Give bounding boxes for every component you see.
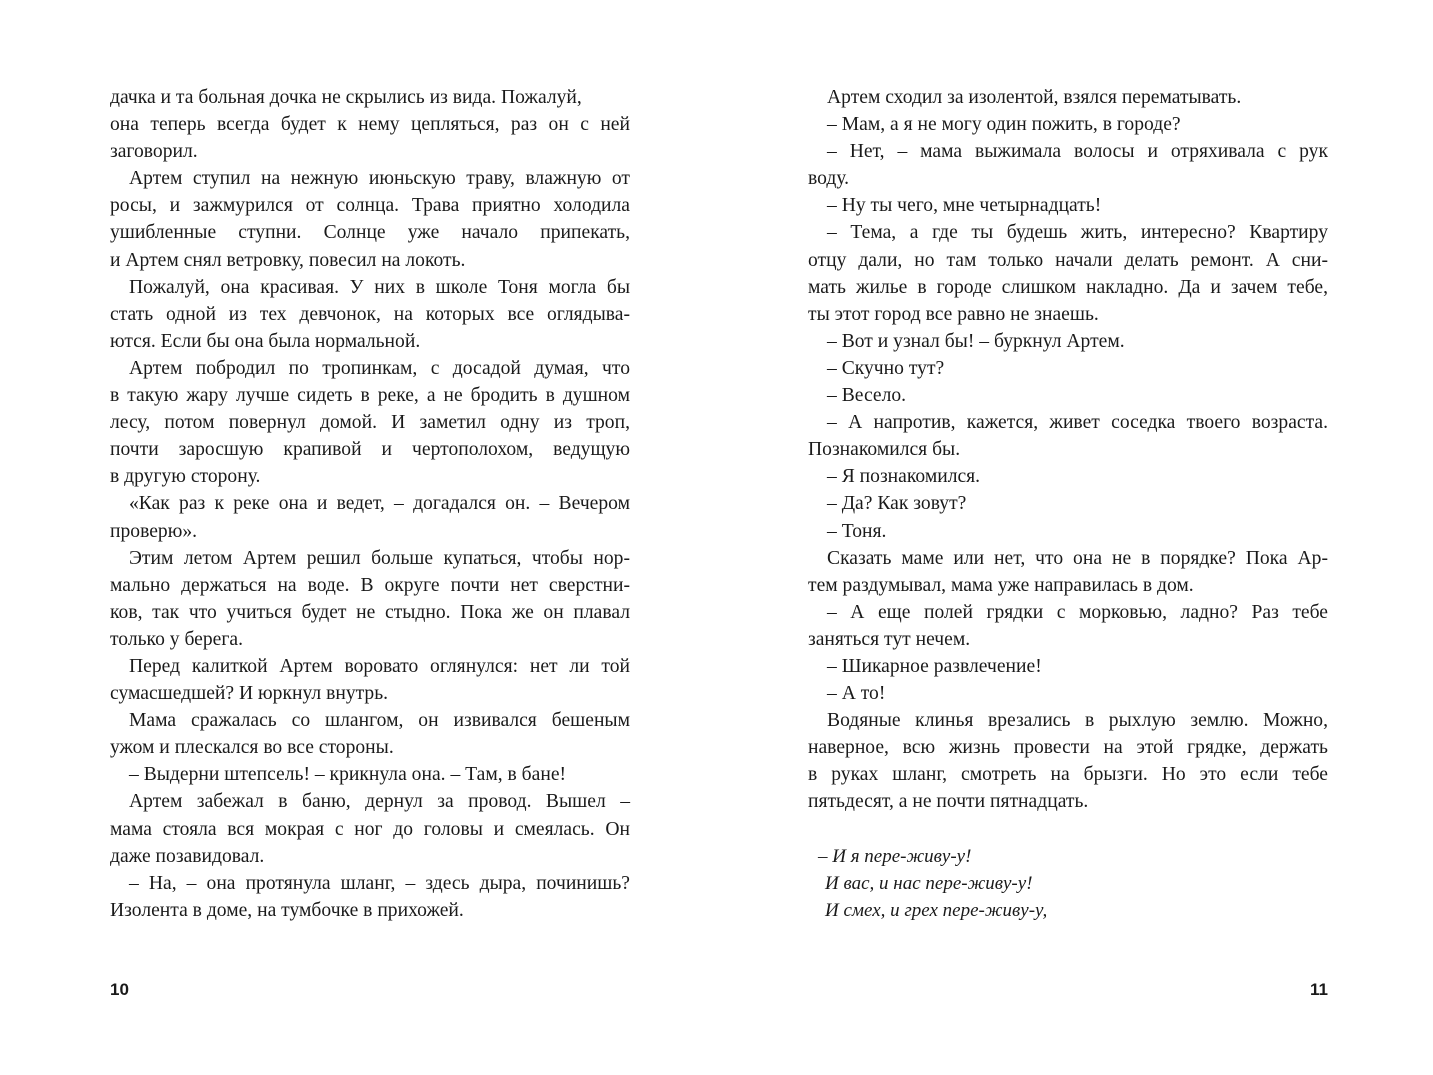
text-line: лесу, потом повернул домой. И заметил одну из троп, <box>110 412 630 434</box>
text-line: росы, и зажмурился от солнца. Трава приятно холодила <box>110 195 630 217</box>
text-line: – Выдерни штепсель! – крикнула она. – Там, в бане! <box>129 764 567 786</box>
text-line: она теперь всегда будет к нему цепляться, раз он с ней <box>110 114 630 136</box>
page-number-right: 11 <box>1310 980 1328 999</box>
text-line: проверю». <box>110 520 198 542</box>
text-line: заговорил. <box>110 141 198 163</box>
text-line: мама стояла вся мокрая с ног до головы и смеялась. Он <box>110 818 630 840</box>
text-line: только у берега. <box>110 628 244 650</box>
text-line: – Тоня. <box>827 520 887 542</box>
verse-line: И вас, и нас пере-живу-у! <box>825 872 1033 894</box>
text-line: – Я познакомился. <box>827 466 981 488</box>
text-line: воду. <box>808 168 850 190</box>
text-line: – Ну ты чего, мне четырнадцать! <box>827 195 1102 217</box>
text-line: – Скучно тут? <box>827 357 945 379</box>
right-page-text <box>808 84 1328 924</box>
text-line: Пожалуй, она красивая. У них в школе Тоня могла бы <box>129 276 630 298</box>
verse-line: – И я пере-живу-у! <box>818 845 972 867</box>
text-line: Изолента в доме, на тумбочке в прихожей. <box>110 899 464 921</box>
text-line: мально держаться на воде. В округе почти нет сверстни- <box>110 574 630 596</box>
text-line: отцу дали, но там только начали делать ремонт. А сни- <box>808 249 1328 271</box>
verse-block <box>808 843 1328 924</box>
text-line: – Нет, – мама выжимала волосы и отряхивала с рук <box>827 141 1328 163</box>
text-line: Сказать маме или нет, что она не в порядке? Пока Ар- <box>827 547 1328 569</box>
text-line: ты этот город все равно не знаешь. <box>808 303 1099 325</box>
text-line: пятьдесят, а не почти пятнадцать. <box>808 791 1089 813</box>
text-line: Этим летом Артем решил больше купаться, чтобы нор- <box>129 547 630 569</box>
text-line: тем раздумывал, мама уже направилась в дом. <box>808 574 1194 596</box>
text-line: – Шикарное развлечение! <box>827 655 1042 677</box>
text-line: – Мам, а я не могу один пожить, в городе? <box>827 114 1181 136</box>
text-line: наверное, всю жизнь провести на этой грядке, держать <box>808 737 1328 759</box>
text-line: сумасшедшей? И юркнул внутрь. <box>110 683 389 705</box>
text-line: – Вот и узнал бы! – буркнул Артем. <box>827 330 1125 352</box>
text-line: в руках шланг, смотреть на брызги. Но это если тебе <box>808 764 1328 786</box>
text-line: и Артем снял ветровку, повесил на локоть. <box>110 249 466 271</box>
text-line: даже позавидовал. <box>110 845 265 867</box>
text-line: ков, так что учиться будет не стыдно. Пока же он плавал <box>110 601 630 623</box>
text-line: Познакомился бы. <box>808 439 961 461</box>
text-line: – А то! <box>827 683 886 705</box>
text-line: – Тема, а где ты будешь жить, интересно? Квартиру <box>827 222 1328 244</box>
text-line: Артем ступил на нежную июньскую траву, влажную от <box>129 168 630 190</box>
text-line: в другую сторону. <box>110 466 261 488</box>
left-page-text <box>110 84 630 924</box>
text-line: стать одной из тех девчонок, на которых все оглядыва- <box>110 303 630 325</box>
text-line: – Да? Как зовут? <box>827 493 967 515</box>
text-line: ушибленные ступни. Солнце уже начало припекать, <box>110 222 630 244</box>
page-number-left: 10 <box>110 980 129 999</box>
text-line: заняться тут нечем. <box>808 628 971 650</box>
text-line: Артем забежал в баню, дернул за провод. Вышел – <box>129 791 630 813</box>
text-line: – Весело. <box>827 385 907 407</box>
verse-line: И смех, и грех пере-живу-у, <box>825 899 1048 921</box>
text-line: – А еще полей грядки с морковью, ладно? Раз тебе <box>827 601 1328 623</box>
text-line: Артем сходил за изолентой, взялся перематывать. <box>827 87 1242 108</box>
text-line: мать жилье в городе слишком накладно. Да и зачем тебе, <box>808 276 1328 298</box>
text-line: Водяные клинья врезались в рыхлую землю. Можно, <box>827 710 1328 732</box>
text-line: – А напротив, кажется, живет соседка твоего возраста. <box>827 412 1328 434</box>
text-line: ются. Если бы она была нормальной. <box>110 330 421 352</box>
text-line: «Как раз к реке она и ведет, – догадался он. – Вечером <box>129 493 630 515</box>
text-line: дачка и та больная дочка не скрылись из вида. Пожалуй, <box>110 87 582 108</box>
text-line: Артем побродил по тропинкам, с досадой думая, что <box>129 357 630 379</box>
text-line: почти заросшую крапивой и чертополохом, ведущую <box>110 439 630 461</box>
text-line: Перед калиткой Артем воровато оглянулся: нет ли той <box>129 655 630 677</box>
text-line: ужом и плескался во все стороны. <box>110 737 394 759</box>
text-line: в такую жару лучше сидеть в реке, а не бродить в душном <box>110 385 630 407</box>
text-line: Мама сражалась со шлангом, он извивался бешеным <box>129 710 630 732</box>
text-line: – На, – она протянула шланг, – здесь дыра, починишь? <box>129 872 630 894</box>
